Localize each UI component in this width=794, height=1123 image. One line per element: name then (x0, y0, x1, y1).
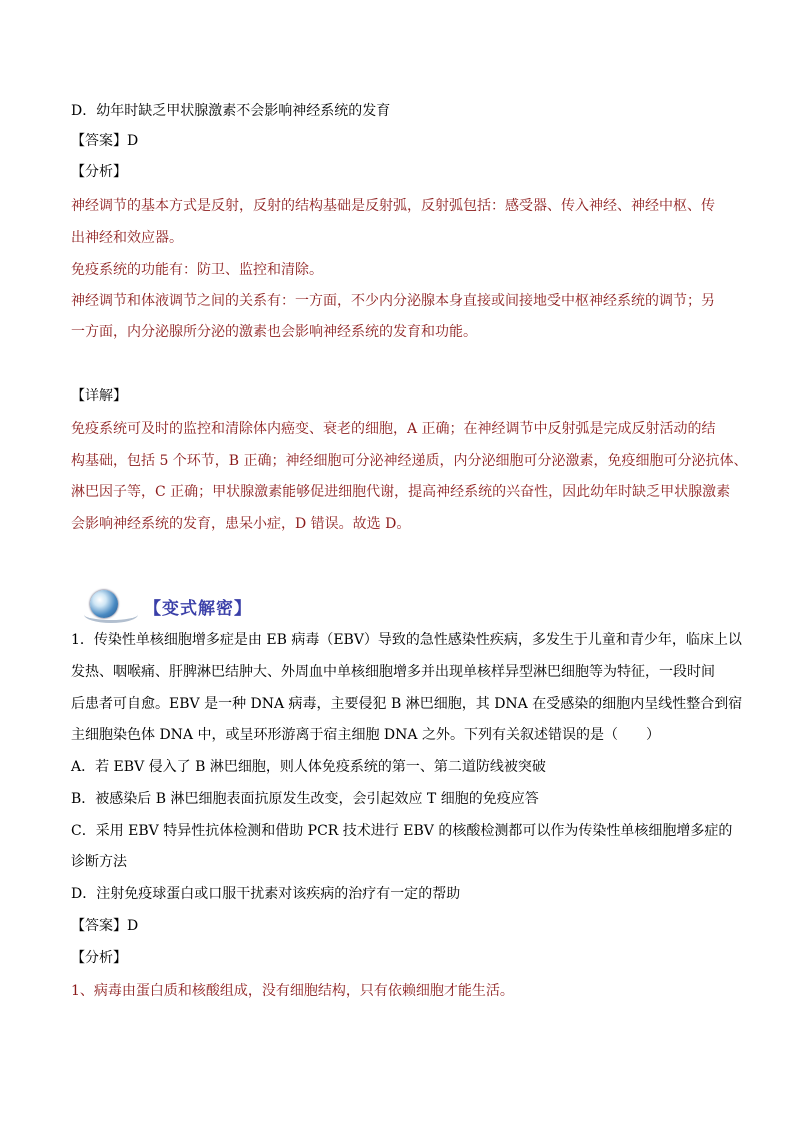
analysis-line: 神经调节的基本方式是反射，反射的结构基础是反射弧，反射弧包括：感受器、传入神经、神经中枢、传 (71, 198, 715, 214)
detail-line: 构基础，包括 5 个环节，B 正确；神经细胞可分泌神经递质，内分泌细胞可分泌激素，免疫细胞可分泌抗体、 (71, 453, 748, 469)
option-a-text: A．若 EBV 侵入了 B 淋巴细胞，则人体免疫系统的第一、第二道防线被突破 (71, 759, 546, 775)
detail-line: 淋巴因子等，C 正确；甲状腺激素能够促进细胞代谢，提高神经系统的兴奋性，因此幼年时缺乏甲状腺激素 (71, 484, 731, 500)
detail-line: 会影响神经系统的发育，患呆小症，D 错误。故选 D。 (71, 516, 411, 532)
detail-line: 免疫系统可及时的监控和清除体内癌变、衰老的细胞，A 正确；在神经调节中反射弧是完成反射活动的结 (71, 421, 716, 437)
question-line: 主细胞染色体 DNA 中，或呈环形游离于宿主细胞 DNA 之外。下列有关叙述错误的是（ ） (71, 727, 660, 743)
question-line: 1．传染性单核细胞增多症是由 EB 病毒（EBV）导致的急性感染性疾病，多发生于儿童和青少年，临床上以 (71, 632, 742, 648)
answer-label: 【答案】D (71, 133, 139, 149)
detail-label: 【详解】 (71, 388, 127, 404)
option-c-text: C．采用 EBV 特异性抗体检测和借助 PCR 技术进行 EBV 的核酸检测都可以作为传染性单核细胞增多症的 (71, 823, 733, 839)
question-line: 后患者可自愈。EBV 是一种 DNA 病毒，主要侵犯 B 淋巴细胞，其 DNA 在受感染的细胞内呈线性整合到宿 (71, 696, 743, 712)
analysis-line: 1、病毒由蛋白质和核酸组成，没有细胞结构，只有依赖细胞才能生活。 (71, 983, 514, 999)
globe-icon (90, 590, 118, 618)
analysis-line: 免疫系统的功能有：防卫、监控和清除。 (71, 262, 323, 278)
analysis-line: 神经调节和体液调节之间的关系有：一方面，不少内分泌腺本身直接或间接地受中枢神经系统的调节；另 (71, 293, 715, 309)
section-title: 【变式解密】 (144, 599, 252, 619)
analysis-line: 出神经和效应器。 (71, 230, 183, 246)
option-c-text: 诊断方法 (71, 854, 127, 870)
analysis-label: 【分析】 (71, 164, 127, 180)
question-line: 发热、咽喉痛、肝脾淋巴结肿大、外周血中单核细胞增多并出现单核样异型淋巴细胞等为特征，一段时间 (71, 664, 715, 680)
analysis-line: 一方面，内分泌腺所分泌的激素也会影响神经系统的发育和功能。 (71, 324, 477, 340)
option-d-text: D．注射免疫球蛋白或口服干扰素对该疾病的治疗有一定的帮助 (71, 886, 461, 902)
option-d-text: D．幼年时缺乏甲状腺激素不会影响神经系统的发育 (71, 103, 391, 119)
analysis-label: 【分析】 (71, 950, 127, 966)
answer-label: 【答案】D (71, 918, 139, 934)
section-banner (90, 588, 290, 624)
option-b-text: B．被感染后 B 淋巴细胞表面抗原发生改变，会引起效应 T 细胞的免疫应答 (71, 791, 539, 807)
